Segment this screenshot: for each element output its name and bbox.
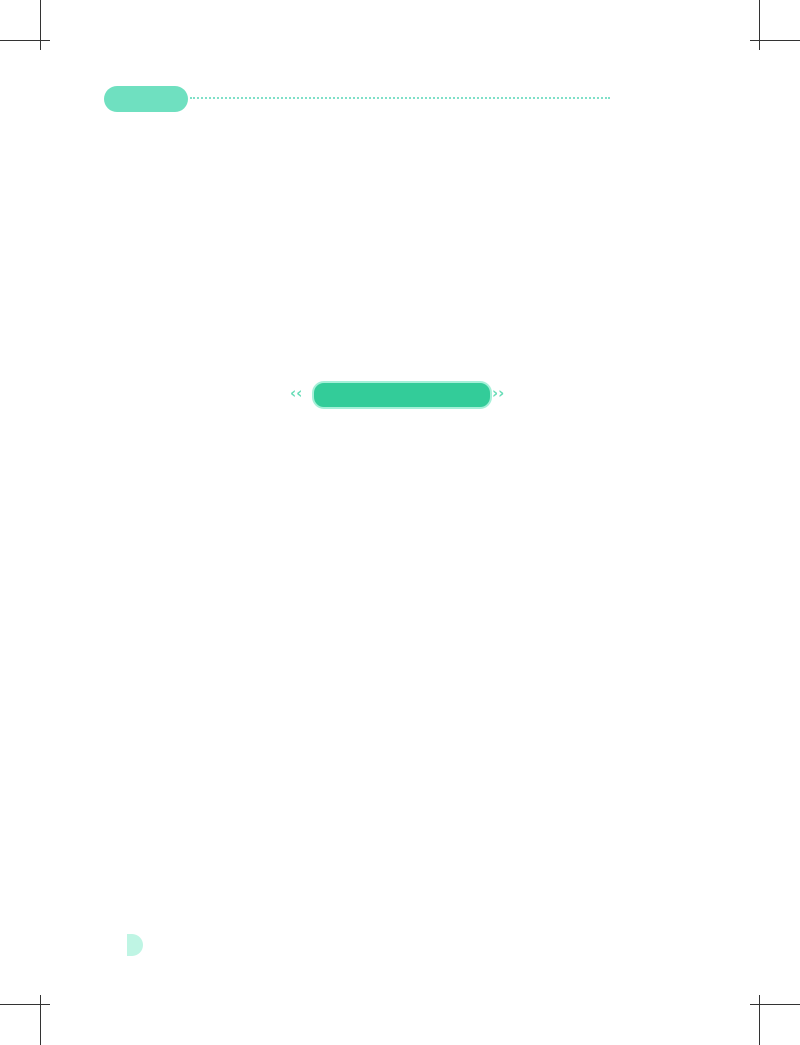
chevron-left-icon: ‹‹ [290,384,303,402]
crop-mark [0,40,50,41]
section-title [312,381,492,409]
chevron-right-icon: ›› [492,384,505,402]
header-badge [104,86,188,112]
crop-mark [750,40,800,41]
header-divider [190,97,610,99]
page-number-tab [127,934,143,956]
crop-mark [40,995,41,1045]
crop-mark [750,1004,800,1005]
crop-mark [40,0,41,50]
crop-mark [0,1004,50,1005]
crop-mark [759,0,760,50]
crop-mark [759,995,760,1045]
